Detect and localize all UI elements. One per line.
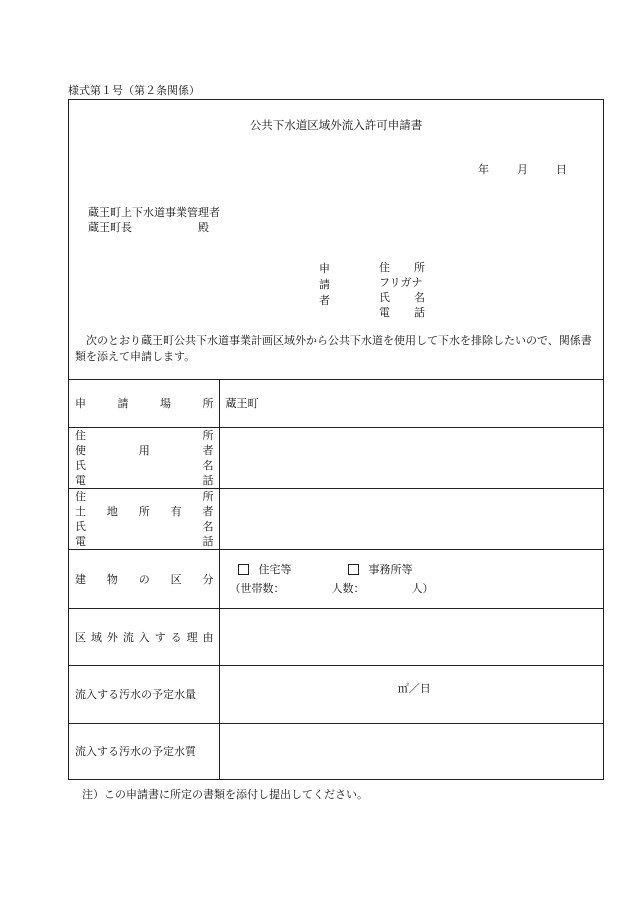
label-building [69, 549, 219, 608]
field-char: フリガナ [379, 276, 423, 289]
label-char: 流 [122, 630, 134, 644]
label-char: 場 [160, 396, 171, 410]
label-char: す [154, 630, 166, 644]
form-id: 様式第１号（第２条関係） [68, 84, 200, 97]
label-char: の [138, 572, 150, 586]
label-volume [69, 665, 219, 723]
label-char: 所 [202, 396, 214, 410]
field-char: 名 [414, 291, 425, 304]
date-line [478, 161, 567, 177]
label-char: る [170, 630, 182, 644]
field-char: 住 [379, 261, 390, 274]
row-place [69, 379, 603, 427]
addressee [88, 205, 220, 235]
housing-label: 住宅等 [258, 563, 292, 576]
addressee-line1: 蔵王町上下水道事業管理者 [88, 206, 220, 219]
form-title: 公共下水道区域外流入許可申請書 [249, 118, 423, 132]
label-char: 者 [202, 504, 214, 518]
label-char: 域 [90, 630, 102, 644]
date-year: 年 [478, 163, 489, 176]
label-char: 入 [138, 630, 150, 644]
people-label: 人数： [331, 582, 365, 595]
label-char: 電 [75, 473, 86, 487]
label-char: 有 [170, 504, 182, 518]
applicant-label: 申請者 [319, 262, 330, 307]
label-quality [69, 723, 219, 779]
label-char: 用 [138, 443, 150, 457]
applicant-field-address [379, 260, 425, 275]
label-char: 建 [75, 572, 86, 586]
households-label: （世帯数： [229, 582, 285, 595]
label-char: 物 [106, 572, 118, 586]
application-table [69, 379, 603, 779]
row-building [69, 549, 603, 608]
request-statement: 次のとおり蔵王町公共下水道事業計画区域外から公共下水道を使用して下水を排除したいので、関係書類を添えて申請します。 [75, 334, 592, 363]
label-char: 氏 [75, 458, 86, 472]
label-char: 由 [202, 630, 214, 644]
application-form [68, 99, 604, 780]
field-char: 電 [379, 306, 390, 319]
value-reason[interactable] [219, 608, 603, 665]
building-detail [226, 580, 604, 596]
date-month: 月 [517, 163, 528, 176]
footnote: 注）この申請書に所定の書類を添付し提出してください。 [82, 788, 368, 801]
label-char: 名 [202, 458, 214, 472]
applicant-field-name [379, 290, 425, 305]
label-char: 土 [75, 504, 86, 518]
housing-checkbox[interactable] [238, 564, 249, 575]
applicant-field-phone [379, 305, 425, 320]
value-user[interactable] [219, 427, 603, 488]
field-char: 所 [414, 261, 425, 274]
label-landowner [69, 488, 219, 549]
form-header-section [69, 100, 603, 380]
value-quality[interactable] [219, 723, 603, 779]
label-place [69, 379, 219, 427]
label-char: 使 [75, 443, 86, 457]
value-volume[interactable] [219, 665, 603, 723]
row-volume [69, 665, 603, 723]
addressee-honorific: 殿 [198, 221, 209, 234]
row-reason [69, 608, 603, 665]
volume-unit: ㎥／日 [397, 681, 431, 695]
label-char: 名 [202, 519, 214, 533]
office-label: 事務所等 [368, 563, 413, 576]
label-char: 所 [202, 489, 214, 503]
label-char: 分 [202, 572, 214, 586]
row-landowner [69, 488, 603, 549]
label-char: 電 [75, 534, 86, 548]
label-user [69, 427, 219, 488]
quality-label-text: 流入する汚水の予定水質 [75, 745, 196, 759]
label-char: 申 [75, 396, 86, 410]
value-landowner[interactable] [219, 488, 603, 549]
label-char: 住 [75, 489, 86, 503]
row-user [69, 427, 603, 488]
applicant-field-furigana [379, 275, 439, 290]
label-char: 話 [202, 534, 214, 548]
label-reason [69, 608, 219, 665]
label-char: 区 [170, 572, 182, 586]
label-char: 所 [138, 504, 150, 518]
value-building [219, 549, 603, 608]
label-char: 住 [75, 428, 86, 442]
label-char: 話 [202, 473, 214, 487]
office-checkbox[interactable] [348, 564, 359, 575]
label-char: 者 [202, 443, 214, 457]
field-char: 氏 [379, 291, 390, 304]
label-char: 理 [186, 630, 198, 644]
label-char: 請 [117, 396, 129, 410]
field-char: 話 [414, 306, 425, 319]
label-char: 所 [202, 428, 214, 442]
row-quality [69, 723, 603, 779]
applicant-fields [379, 260, 439, 320]
people-close: 人） [411, 582, 434, 595]
label-char: 区 [75, 630, 86, 644]
value-place[interactable]: 蔵王町 [225, 396, 259, 410]
label-char: 氏 [75, 519, 86, 533]
label-char: 外 [106, 630, 118, 644]
addressee-line2: 蔵王町長 [88, 221, 132, 234]
volume-label-text: 流入する汚水の予定水量 [75, 688, 196, 701]
label-char: 地 [106, 504, 118, 518]
date-day: 日 [556, 163, 567, 176]
